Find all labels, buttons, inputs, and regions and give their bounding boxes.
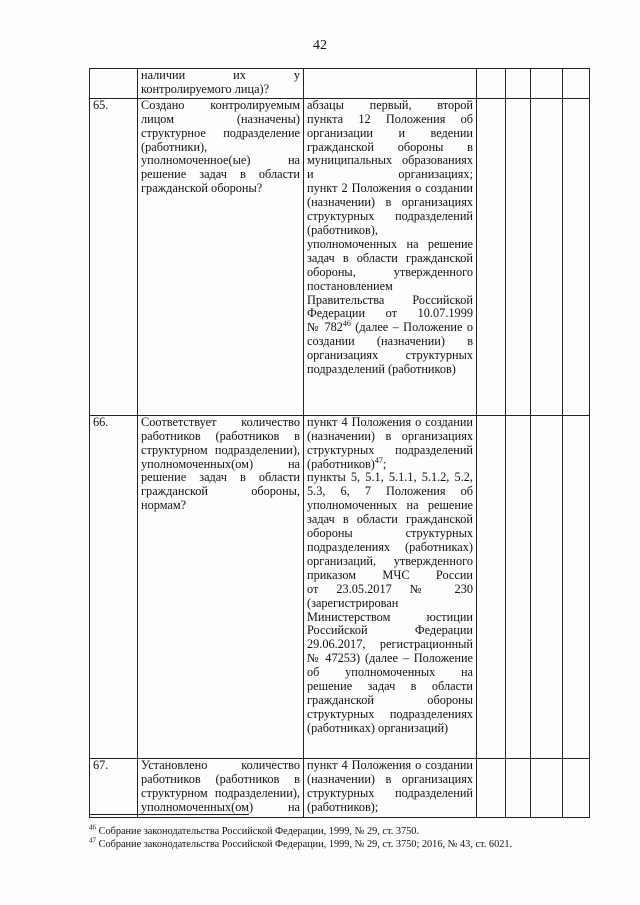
checklist-question — [138, 415, 304, 758]
reference-line: пункта 12 Положения об — [307, 111, 473, 126]
answer-cell — [563, 415, 590, 758]
reference-line: структурных подразделений — [307, 442, 473, 457]
reference-line: 5.3, 6, 7 Положения об — [307, 484, 473, 499]
answer-cell — [477, 69, 506, 99]
reference-line: решение задач в области — [307, 679, 473, 694]
question-line: контролируемого лица)? — [141, 81, 270, 96]
reference-line: Федерации от 10.07.1999 — [307, 306, 473, 321]
reference-line: (зарегистрирован — [307, 595, 399, 610]
question-line: уполномоченных(ом) на — [141, 799, 300, 814]
item-number: 66. — [90, 415, 138, 758]
reference-line: обороны, утвержденного — [307, 264, 473, 279]
answer-cell — [506, 69, 531, 99]
reference-line: обороны структурных — [307, 526, 473, 541]
reference-line: от 23.05.2017 № 230 — [307, 581, 473, 596]
reference-line: подразделений (работников) — [307, 362, 456, 377]
question-line: уполномоченное(ые) на — [141, 153, 300, 168]
reference-line: (работников), — [307, 222, 378, 237]
footnote-mark: 46 — [89, 823, 96, 832]
checklist-table — [89, 68, 590, 818]
footnote: $^{47}$ Собрание законодательства Российской Федерации, 1999, № 29, ст. 3750; 2016, № 43, ст. 6021. — [89, 836, 513, 850]
reference-line: (назначении) в организациях — [307, 771, 473, 786]
question-line: структурном подразделении), — [141, 785, 300, 800]
reference-line: Правительства Российской — [307, 292, 473, 307]
legal-reference — [304, 69, 477, 99]
page-number: 42 — [313, 38, 327, 53]
question-line: работников (работников в — [141, 428, 300, 443]
legal-reference — [304, 758, 477, 817]
reference-line: структурных подразделений — [307, 209, 473, 224]
question-line: Установлено количество — [141, 757, 300, 772]
answer-cell — [531, 758, 563, 817]
question-line: Создано контролируемым — [141, 97, 300, 112]
table-row — [90, 98, 590, 415]
answer-cell — [506, 415, 531, 758]
answer-cell — [477, 415, 506, 758]
reference-line: гражданской обороны — [307, 692, 473, 707]
reference-line: приказом МЧС России — [307, 567, 473, 582]
question-line: наличии их у — [141, 68, 300, 82]
reference-line: подразделениях (работниках) — [307, 539, 473, 554]
table-row — [90, 758, 590, 817]
reference-line: № 47253) (далее – Положение — [307, 651, 473, 666]
checklist-question — [138, 98, 304, 415]
question-line: решение задач в области — [141, 470, 300, 485]
table-row — [90, 69, 590, 99]
reference-line: уполномоченных на решение — [307, 498, 473, 513]
question-line: решение задач в области — [141, 167, 300, 182]
reference-line: уполномоченных на решение — [307, 236, 473, 251]
reference-line: постановлением — [307, 278, 393, 293]
answer-cell — [506, 758, 531, 817]
question-line: нормам? — [141, 498, 187, 513]
question-line: гражданской обороны? — [141, 181, 263, 196]
item-number — [90, 69, 138, 99]
answer-cell — [477, 758, 506, 817]
reference-line: абзацы первый, второй — [307, 97, 473, 112]
question-line: (работники), — [141, 139, 208, 154]
footnote-separator — [89, 814, 249, 815]
reference-line: (работников)$^{47}$; — [307, 455, 387, 471]
question-line: гражданской обороны, — [141, 484, 300, 499]
question-line: структурное подразделение — [141, 125, 300, 140]
table-row — [90, 415, 590, 758]
footnote: $^{46}$ Собрание законодательства Российской Федерации, 1999, № 29, ст. 3750. — [89, 823, 420, 837]
footnote-mark: 47 — [89, 836, 96, 845]
checklist-question — [138, 69, 304, 99]
reference-line: пункт 4 Положения о создании — [307, 414, 473, 429]
reference-line: (назначении) в организациях — [307, 195, 473, 210]
reference-line: пункт 4 Положения о создании — [307, 757, 473, 772]
reference-line: (работников); — [307, 799, 379, 814]
question-line: работников (работников в — [141, 771, 300, 786]
item-number: 65. — [90, 98, 138, 415]
reference-line: создании (назначении) в — [307, 334, 473, 349]
reference-line: об уполномоченных на — [307, 665, 473, 680]
question-line: Соответствует количество — [141, 414, 300, 429]
reference-line: организаций, утвержденного — [307, 553, 473, 568]
reference-line: задач в области гражданской — [307, 512, 473, 527]
reference-line: 29.06.2017, регистрационный — [307, 637, 473, 652]
reference-line: задач в области гражданской — [307, 250, 473, 265]
reference-line: Российской Федерации — [307, 623, 473, 638]
answer-cell — [531, 69, 563, 99]
answer-cell — [563, 758, 590, 817]
reference-line: структурных подразделений — [307, 785, 473, 800]
question-line: уполномоченных(ом) на — [141, 456, 300, 471]
answer-cell — [531, 415, 563, 758]
reference-line: (назначении) в организациях — [307, 428, 473, 443]
answer-cell — [531, 98, 563, 415]
legal-reference — [304, 415, 477, 758]
reference-line: пункт 2 Положения о создании — [307, 181, 473, 196]
reference-line: муниципальных образованиях — [307, 153, 473, 168]
answer-cell — [506, 98, 531, 415]
answer-cell — [477, 98, 506, 415]
question-line: структурном подразделении), — [141, 442, 300, 457]
reference-line: Министерством юстиции — [307, 609, 473, 624]
reference-line: структурных подразделениях — [307, 706, 473, 721]
reference-line: организациях структурных — [307, 348, 473, 363]
reference-line: № $782^{46}$ (далее – Положение о — [307, 319, 473, 335]
item-number: 67. — [90, 758, 138, 817]
legal-reference — [304, 98, 477, 415]
answer-cell — [563, 98, 590, 415]
reference-line: (работниках) организаций) — [307, 720, 449, 735]
reference-line: пункты 5, 5.1, 5.1.1, 5.1.2, 5.2, — [307, 470, 473, 485]
reference-line: и организациях; — [307, 167, 473, 182]
reference-line: гражданской обороны в — [307, 139, 473, 154]
reference-line: организации и ведении — [307, 125, 473, 140]
answer-cell — [563, 69, 590, 99]
question-line: лицом (назначены) — [141, 111, 300, 126]
checklist-question — [138, 758, 304, 817]
